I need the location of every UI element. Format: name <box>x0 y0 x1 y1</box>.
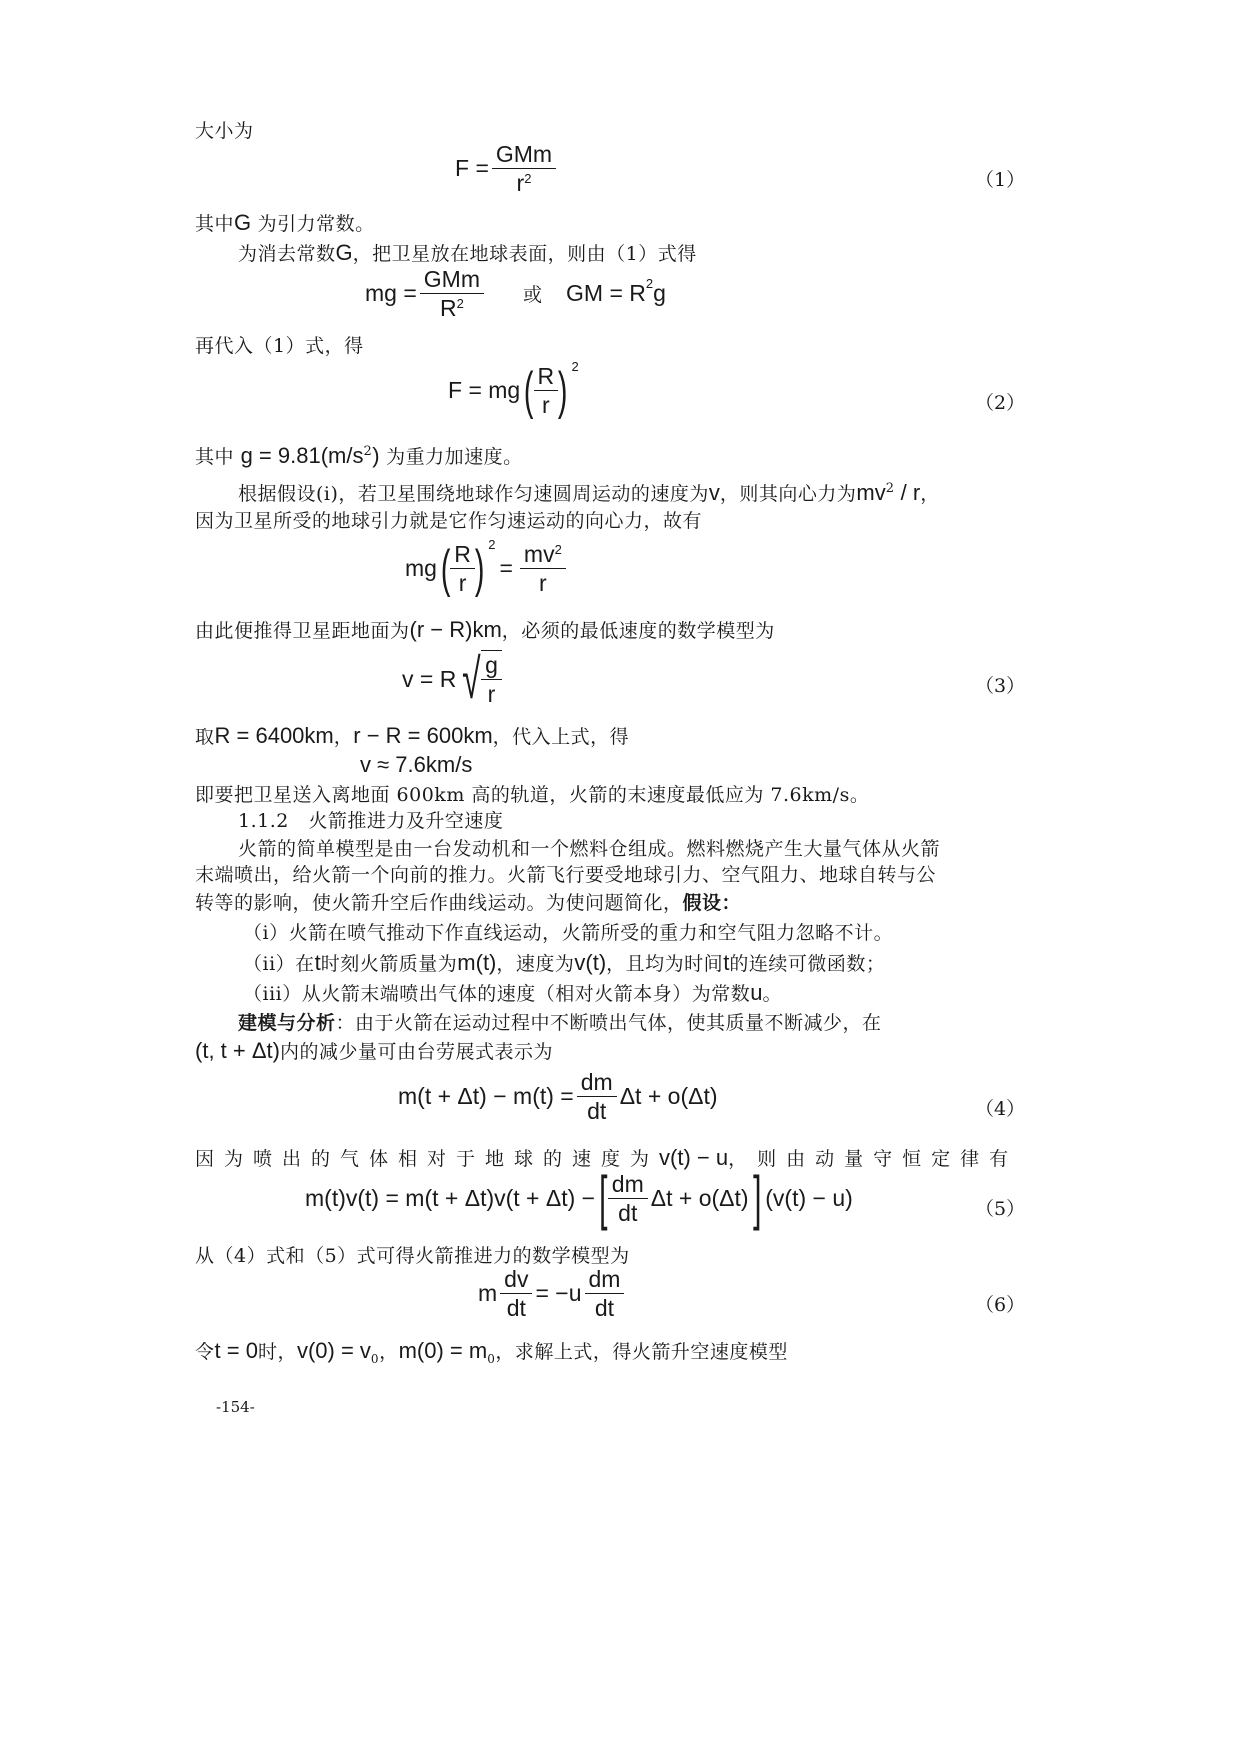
equation-1: F = $\frac{\text{GMm}}{r^2}$ <box>455 140 559 197</box>
text-line: 末端喷出，给火箭一个向前的推力。火箭飞行要受地球引力、空气阻力、地球自转与公 <box>195 864 937 886</box>
equation-label: （5） <box>975 1198 1026 1220</box>
assumption-i: （i）火箭在喷气推动下作直线运动，火箭所受的重力和空气阻力忽略不计。 <box>243 922 894 944</box>
equation-label: （2） <box>975 392 1026 414</box>
text-line: 为消去常数G，把卫星放在地球表面，则由（1）式得 <box>238 240 697 265</box>
text-line: (t, t + Δt)内的减少量可由台劳展式表示为 <box>195 1038 553 1063</box>
text-line: 火箭的简单模型是由一台发动机和一个燃料仓组成。燃料燃烧产生大量气体从火箭 <box>238 838 941 860</box>
text-line: 由此便推得卫星距地面为(r − R)km，必须的最低速度的数学模型为 <box>195 617 775 642</box>
text-line: 建模与分析：由于火箭在运动过程中不断喷出气体，使其质量不断减少，在 <box>238 1012 882 1034</box>
text-line: 即要把卫星送入离地面 600km 高的轨道，火箭的末速度最低应为 7.6km/s。 <box>195 784 870 806</box>
equation-6: m $\frac{dv}{dt}$ = −u $\frac{dm}{dt}$ <box>478 1265 627 1322</box>
page-number: -154- <box>216 1398 255 1416</box>
assumption-iii: （iii）从火箭末端喷出气体的速度（相对火箭本身）为常数u。 <box>243 980 782 1005</box>
text-line: 从（4）式和（5）式可得火箭推进力的数学模型为 <box>195 1245 630 1267</box>
text-line: 大小为 <box>195 120 254 142</box>
equation-mg: mg = $\frac{\text{GMm}}{R^2}$ 或 GM = $R^2g$ <box>365 266 666 321</box>
equation-3: v = R √ $\frac{g}{r}$ <box>402 650 502 708</box>
equation-4: m(t + Δt) − m(t) = $\frac{dm}{dt}$ Δt + o(Δt) <box>398 1069 718 1124</box>
equation-label: （3） <box>975 675 1026 697</box>
text-line: 其中G 为引力常数。 <box>195 210 375 235</box>
text-line: 转等的影响，使火箭升空后作曲线运动。为使问题简化，假设： <box>195 892 742 914</box>
text-line: 因为卫星所受的地球引力就是它作匀速运动的向心力，故有 <box>195 510 703 532</box>
text-line: 令t = 0时，$v(0) = v_0$，$m(0) = m_0$，求解上式，得火箭升空速度模型 <box>195 1338 788 1366</box>
equation-label: （4） <box>975 1098 1026 1120</box>
equation-label: （6） <box>975 1294 1026 1316</box>
text-line: 取R = 6400km，r − R = 600km，代入上式，得 <box>195 723 630 748</box>
equation-2: F = mg ( $\frac{R}{r}$ ) $^2$ <box>448 359 579 420</box>
assumption-ii: （ii）在t时刻火箭质量为m(t)，速度为v(t)，且均为时间t的连续可微函数； <box>243 950 886 975</box>
text-line: 再代入（1）式，得 <box>195 335 364 357</box>
equation-centripetal: mg ( $\frac{R}{r}$ ) $^2$ = $\frac{mv^2}{r}$ <box>405 540 569 597</box>
equation-label: （1） <box>975 169 1026 191</box>
text-line: v ≈ 7.6km/s <box>360 752 473 777</box>
text-line: 因为喷出的气体相对于地球的速度为v(t) − u，则由动量守恒定律有 <box>195 1145 1019 1170</box>
text-line: 根据假设(i)，若卫星围绕地球作匀速圆周运动的速度为v，则其向心力为$mv^2$ / r， <box>238 480 940 505</box>
section-heading: 1.1.2 火箭推进力及升空速度 <box>238 810 504 832</box>
equation-5: m(t)v(t) = m(t + Δt)v(t + Δt) − [ $\frac{dm}{dt}$ Δt + o(Δt) ] (v(t) − u) <box>305 1164 853 1231</box>
text-line: 其中 $g = 9.81(m/s^2)$ 为重力加速度。 <box>195 443 523 468</box>
